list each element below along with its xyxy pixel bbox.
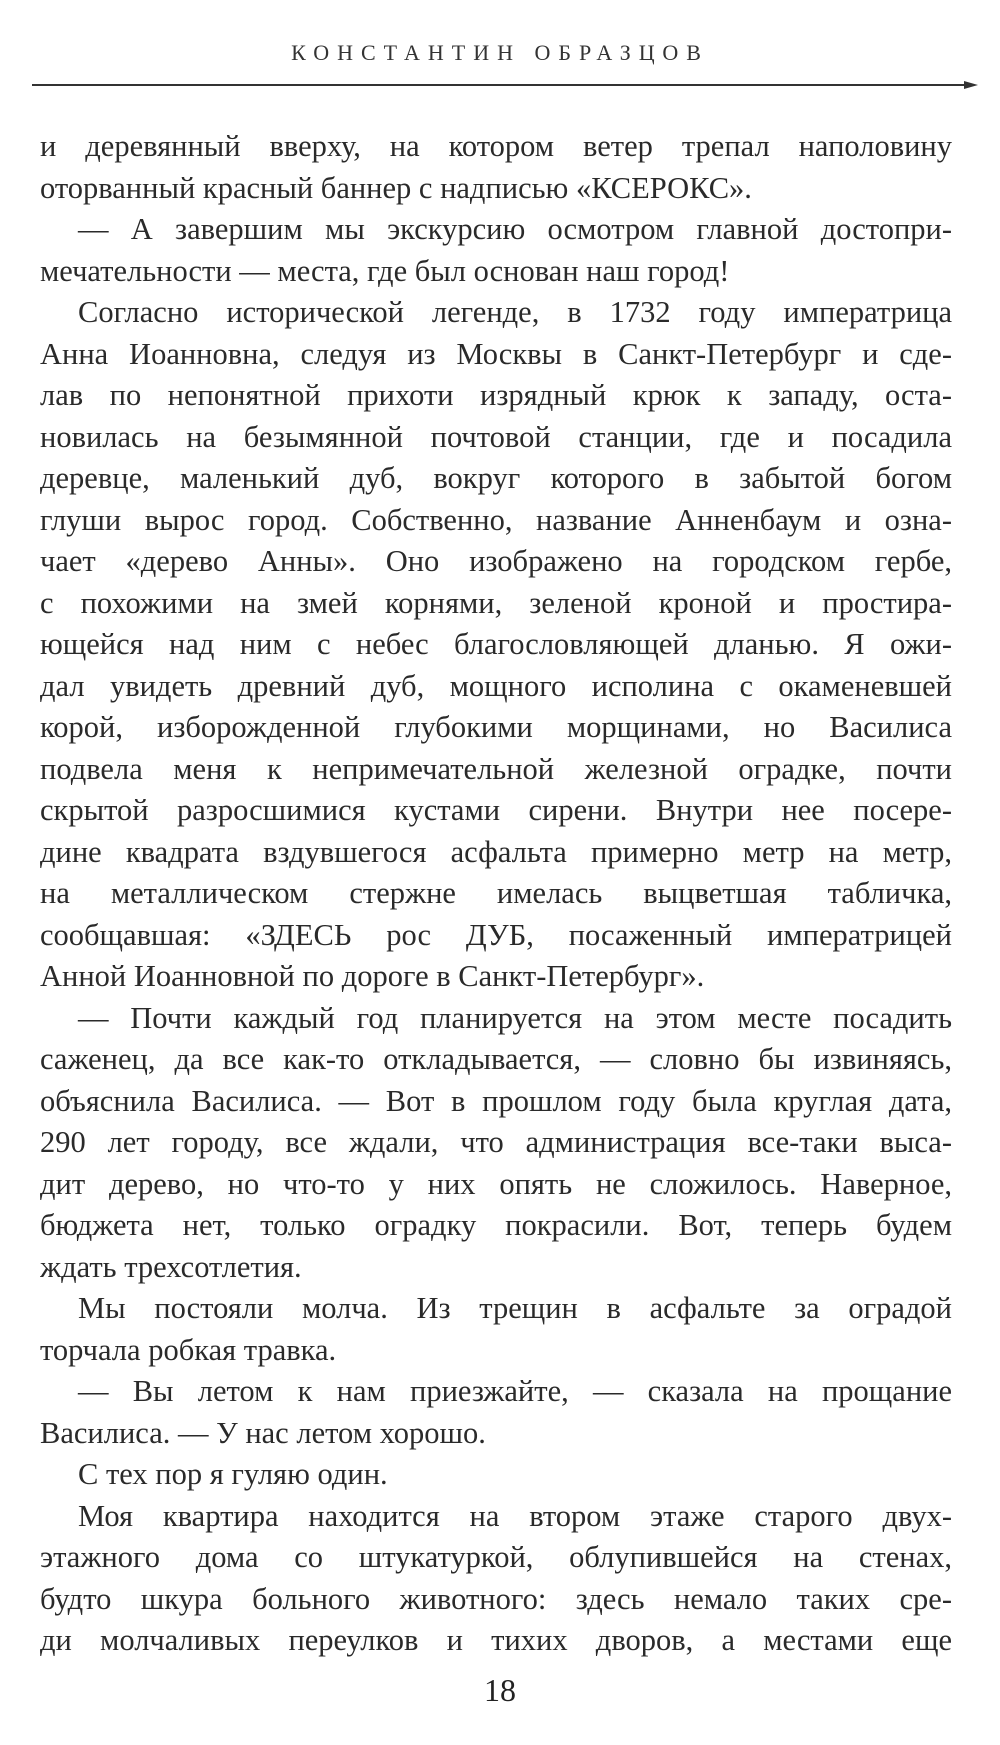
text-line: дит дерево, но что-то у них опять не сложилось. Наверное, bbox=[40, 1166, 952, 1201]
text-line: с похожими на змей корнями, зеленой кроной и простира- bbox=[40, 585, 952, 620]
text-line: — А завершим мы экскурсию осмотром главной достопри- bbox=[78, 212, 952, 246]
text-line: Моя квартира находится на втором этаже старого двух- bbox=[78, 1498, 952, 1533]
text-line: — Почти каждый год планируется на этом месте посадить bbox=[78, 1000, 952, 1035]
text-line: торчала робкая травка. bbox=[40, 1332, 337, 1367]
text-line: сообщавшая: «ЗДЕСЬ рос ДУБ, посаженный императрицей bbox=[40, 917, 952, 952]
page-number: 18 bbox=[484, 1672, 516, 1708]
text-line: Согласно исторической легенде, в 1732 году императрица bbox=[78, 295, 952, 329]
text-line: глуши вырос город. Собственно, название Анненбаум и озна- bbox=[40, 502, 952, 537]
text-line: чает «дерево Анны». Оно изображено на городском гербе, bbox=[40, 544, 952, 578]
text-line: дал увидеть древний дуб, мощного исполина с окаменевшей bbox=[40, 668, 952, 703]
text-line: Василиса. — У нас летом хорошо. bbox=[40, 1415, 486, 1450]
text-line: деревце, маленький дуб, вокруг которого в забытой богом bbox=[40, 461, 952, 495]
text-line: 290 лет городу, все ждали, что администрация все-таки выса- bbox=[40, 1125, 952, 1159]
text-line: Мы постояли молча. Из трещин в асфальте за оградой bbox=[78, 1291, 952, 1325]
text-line: объяснила Василиса. — Вот в прошлом году была круглая дата, bbox=[40, 1083, 952, 1118]
text-line: С тех пор я гуляю один. bbox=[78, 1457, 388, 1491]
text-line: бюджета нет, только оградку покрасили. Вот, теперь будем bbox=[40, 1208, 952, 1242]
text-line: ющейся над ним с небес благословляющей дланью. Я ожи- bbox=[40, 627, 952, 661]
text-line: ди молчаливых переулков и тихих дворов, а местами еще bbox=[40, 1623, 952, 1657]
body-text bbox=[40, 126, 952, 1662]
text-line: новилась на безымянной почтовой станции, где и посадила bbox=[40, 419, 952, 454]
text-line: Анной Иоанновной по дороге в Санкт-Петербург». bbox=[40, 959, 705, 993]
text-line: ждать трехсотлетия. bbox=[40, 1249, 302, 1284]
text-line: корой, изборожденной глубокими морщинами, но Василиса bbox=[40, 710, 952, 744]
text-line: на металлическом стержне имелась выцветшая табличка, bbox=[40, 876, 952, 910]
text-line: подвела меня к непримечательной железной оградке, почти bbox=[40, 751, 952, 786]
text-line: будто шкура больного животного: здесь немало таких сре- bbox=[40, 1581, 952, 1616]
text-line: лав по непонятной прихоти изрядный крюк к западу, оста- bbox=[40, 378, 952, 412]
text-line: оторванный красный баннер с надписью «КСЕРОКС». bbox=[40, 170, 752, 205]
header-rule bbox=[32, 84, 972, 86]
text-line: дине квадрата вздувшегося асфальта примерно метр на метр, bbox=[40, 834, 952, 869]
text-line: Анна Иоанновна, следуя из Москвы в Санкт-Петербург и сде- bbox=[40, 336, 952, 371]
text-line: этажного дома со штукатуркой, облупившейся на стенах, bbox=[40, 1540, 952, 1574]
text-line: — Вы летом к нам приезжайте, — сказала на прощание bbox=[78, 1374, 952, 1408]
text-line: саженец, да все как-то откладывается, — словно бы извиняясь, bbox=[40, 1042, 952, 1076]
text-line: и деревянный вверху, на котором ветер трепал наполовину bbox=[40, 129, 952, 163]
text-line: скрытой разросшимися кустами сирени. Внутри нее посере- bbox=[40, 793, 952, 827]
text-line: мечательности — места, где был основан наш город! bbox=[40, 253, 730, 288]
running-head-author: КОНСТАНТИН ОБРАЗЦОВ bbox=[291, 40, 709, 65]
